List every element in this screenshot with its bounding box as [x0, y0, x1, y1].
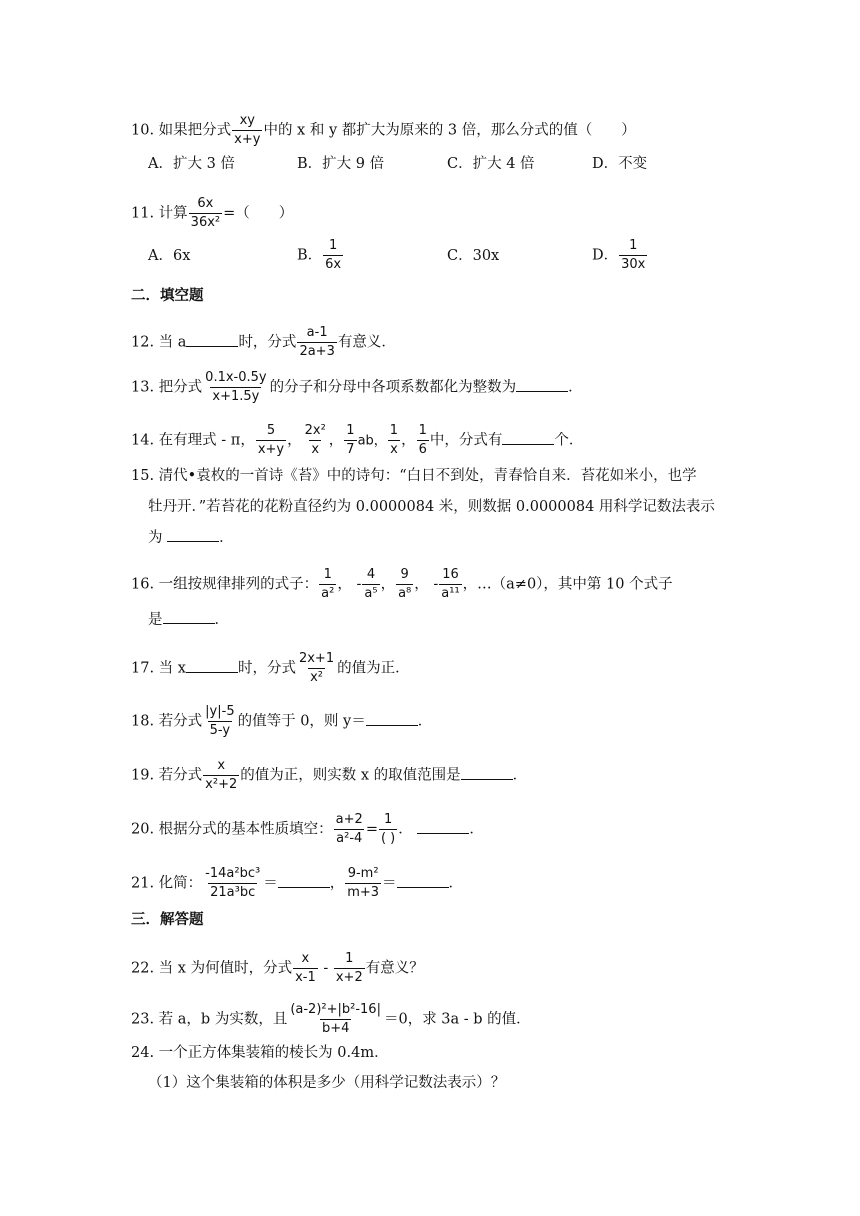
question-17: 17. 当 x 时，分式 $\frac{2x+1}{\text{x²}}$ 的值为正． — [131, 651, 410, 685]
answer-blank[interactable] — [186, 658, 238, 673]
answer-blank[interactable] — [278, 873, 330, 888]
question-15-line3: 为 ． — [148, 527, 234, 548]
question-19: 19. 若分式 $\frac{x}{\text{x²+2}}$ 的值为正，则实数 x 的取值范围是 ． — [131, 758, 528, 792]
question-20: 20. 根据分式的基本性质填空： $\frac{a+2}{\text{a²-4}}$ = $\frac{1}{( )}$ ． ． — [131, 812, 484, 846]
question-14: 14. 在有理式 - π， $\frac{5}{x+y}$ ， $\frac{\text{2x²}}{x}$ ， $\frac{1}{7}$ ab， $\frac{1}{x}$ ， $\frac{1}{6}$ 中，分式有 个． — [131, 423, 584, 457]
option-10-a[interactable]: A．扩大 3 倍 — [148, 156, 235, 172]
question-22: 22. 当 x 为何值时，分式 $\frac{x}{x-1}$ - $\frac{1}{x+2}$ 有意义？ — [131, 951, 424, 985]
question-11: 11. 计算 $\frac{6x}{\text{36x²}}$ =（ ） — [131, 196, 294, 230]
option-11-b[interactable]: B． $\frac{1}{6x}$ — [297, 238, 342, 272]
answer-blank[interactable] — [163, 609, 215, 624]
answer-blank[interactable] — [397, 873, 449, 888]
question-16: 16. 一组按规律排列的式子： $\frac{1}{\text{a²}}$ ， - $\frac{4}{\text{a⁵}}$ ， $\frac{9}{\text{a⁸}}$ ， - $\frac{16}{\text{a¹¹}}$ ，…（a≠0），其中第 10 个式子 — [131, 567, 673, 601]
fraction-6x-over-36x2: $\frac{6x}{\text{36x²}}$ — [190, 196, 221, 230]
option-10-d[interactable]: D．不变 — [592, 156, 648, 172]
answer-blank[interactable] — [502, 430, 554, 445]
question-15-line2: 牡丹开．”若苔花的花粉直径约为 0.0000084 米，则数据 0.0000084 用科学记数法表示 — [148, 499, 715, 515]
section-solve: 三．解答题 — [131, 911, 204, 928]
option-10-b[interactable]: B．扩大 9 倍 — [297, 156, 385, 172]
question-21: 21. 化简： $\frac{\text{-14a²bc³}}{\text{21a³bc}}$ ＝ ， $\frac{\text{9-m²}}{m+3}$ ＝ ． — [131, 866, 464, 900]
answer-blank[interactable] — [516, 377, 568, 392]
fraction-xy-over-x-plus-y: $\frac{xy}{x+y}$ — [234, 113, 261, 147]
answer-blank[interactable] — [186, 332, 238, 347]
section-fill-in: 二．填空题 — [131, 287, 204, 304]
question-10: 10. 如果把分式 $\frac{xy}{x+y}$ 中的 x 和 y 都扩大为原来的 3 倍，那么分式的值（ ） — [131, 113, 636, 147]
question-16-line2: 是 ． — [148, 609, 229, 630]
question-18: 18. 若分式 $\frac{|y|-5}{5-y}$ 的值等于 0，则 y＝ ． — [131, 704, 433, 738]
question-23: 23. 若 a，b 为实数，且 $\frac{\text{(a-2)²+|b²-16|}}{b+4}$ ＝0，求 3a - b 的值． — [131, 1002, 531, 1036]
answer-blank[interactable] — [167, 527, 219, 542]
question-24-part-1: （1）这个集装箱的体积是多少（用科学记数法表示）？ — [148, 1075, 506, 1091]
answer-blank[interactable] — [366, 711, 418, 726]
answer-blank[interactable] — [417, 819, 469, 834]
question-12: 12. 当 a 时，分式 $\frac{a-1}{2a+3}$ 有意义． — [131, 325, 396, 359]
option-10-c[interactable]: C．扩大 4 倍 — [447, 156, 535, 172]
question-15: 15. 清代•袁枚的一首诗《苔》中的诗句：“白日不到处，青春恰自来．苔花如米小，也学 — [131, 468, 697, 484]
option-11-c[interactable]: C．30x — [447, 248, 500, 264]
option-11-d[interactable]: D． $\frac{1}{30x}$ — [592, 238, 646, 272]
option-11-a[interactable]: A．6x — [148, 248, 191, 264]
question-24: 24. 一个正方体集装箱的棱长为 0.4m． — [131, 1045, 389, 1061]
answer-blank[interactable] — [461, 765, 513, 780]
question-13: 13. 把分式 $\frac{0.1x-0.5y}{x+1.5y}$ 的分子和分母中各项系数都化为整数为 ． — [131, 370, 583, 404]
